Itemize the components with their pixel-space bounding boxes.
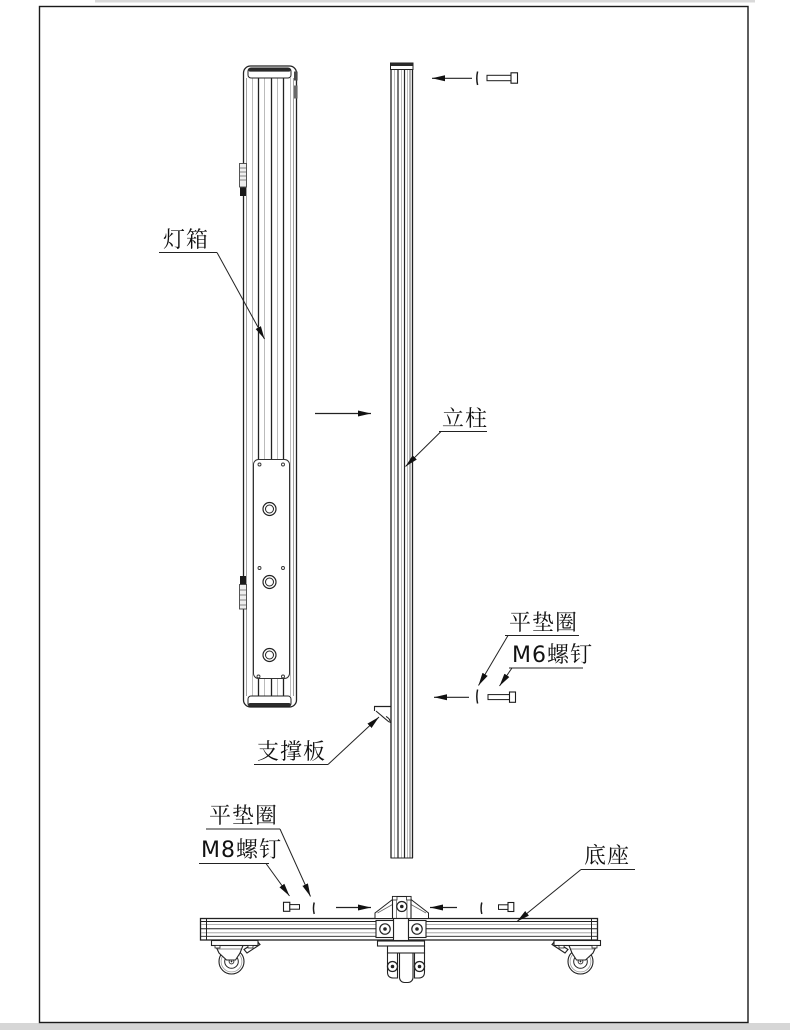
screw-top-graphic — [487, 73, 518, 83]
label-base: 底座 — [584, 844, 631, 869]
caster-center — [378, 941, 425, 983]
latch-lower — [240, 576, 247, 609]
leader-line — [280, 829, 311, 897]
label-support-plate: 支撑板 — [257, 740, 327, 765]
label-column: 立柱 — [442, 407, 489, 432]
label-screw-m8: M8螺钉 — [201, 838, 282, 863]
mounting-plate — [254, 460, 290, 679]
center-bracket — [375, 897, 429, 941]
screw-graphic — [499, 903, 514, 912]
callout-screw-m8 — [199, 838, 290, 896]
page-edge-top — [95, 0, 755, 3]
fastener-m8-right — [430, 903, 514, 914]
leader-line — [479, 636, 509, 686]
label-washer-base: 平垫圈 — [209, 804, 279, 829]
light-box-bottom-cap — [248, 696, 291, 707]
column-top-cap — [391, 63, 414, 70]
leader-line — [517, 870, 581, 922]
callout-support-plate — [254, 717, 379, 765]
latch-upper — [240, 164, 247, 197]
page-edge-bottom — [0, 1023, 790, 1030]
light-box-top-cap — [248, 68, 291, 78]
caster-right — [552, 941, 601, 975]
fastener-m8-left — [284, 902, 372, 914]
screw-m8-graphic — [284, 902, 300, 911]
washer-top-graphic — [477, 72, 478, 86]
bracket-center-block — [394, 919, 409, 941]
caster-plate — [554, 941, 601, 946]
hinge-nub-lower — [294, 86, 298, 99]
washer-graphic — [481, 903, 482, 914]
callout-column — [406, 407, 489, 467]
caster-plate — [378, 941, 425, 946]
leader-line — [328, 717, 379, 765]
leader-line — [500, 668, 513, 686]
callout-screw-m6 — [500, 643, 593, 686]
caster-left — [212, 941, 261, 975]
washer-m6-graphic — [477, 690, 478, 704]
leader-line — [266, 864, 290, 897]
screw-m6-graphic — [488, 692, 516, 702]
fastener-m6 — [434, 690, 516, 704]
column — [374, 63, 413, 858]
fastener-top — [432, 72, 518, 86]
label-screw-m6: M6螺钉 — [512, 643, 593, 668]
hinge-nub-upper — [294, 72, 298, 81]
callout-base — [517, 844, 635, 922]
caster-plate — [212, 941, 259, 946]
washer-m8-graphic — [313, 903, 314, 914]
support-plate-bracket — [374, 707, 391, 724]
light-box — [240, 66, 298, 707]
caster-fork-top — [388, 946, 425, 953]
label-light-box: 灯箱 — [163, 228, 210, 253]
label-washer-mid: 平垫圈 — [509, 611, 579, 636]
